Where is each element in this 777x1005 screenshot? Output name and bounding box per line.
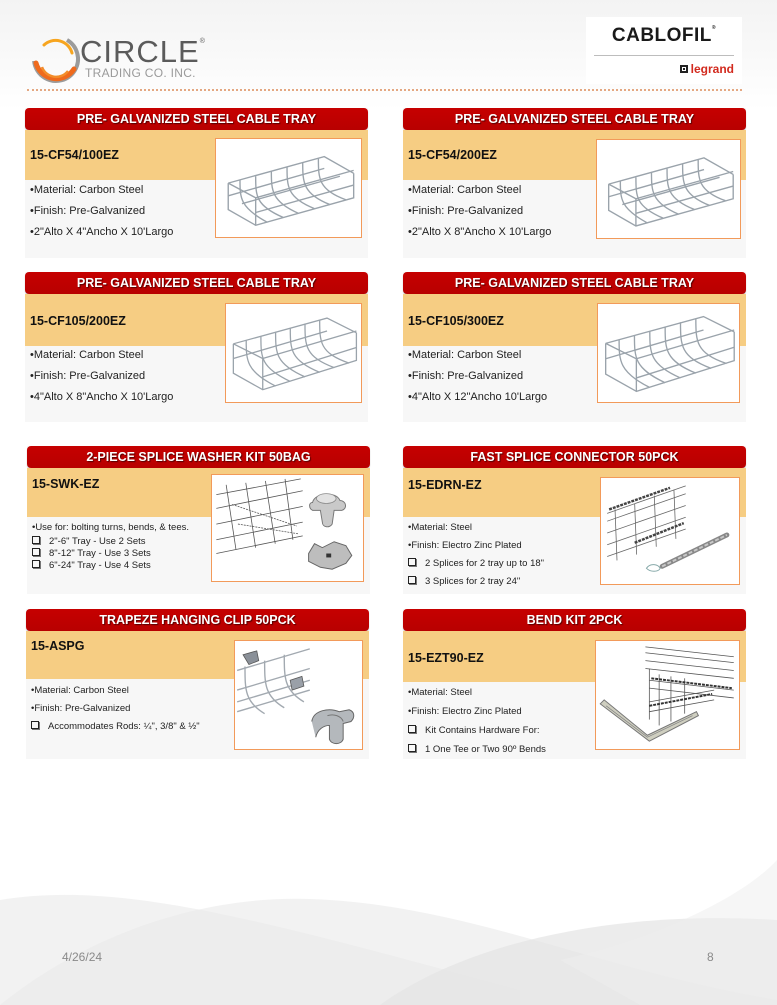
product-specs xyxy=(408,184,551,247)
product-title: 2-PIECE SPLICE WASHER KIT 50BAG xyxy=(27,446,370,468)
product-specs xyxy=(30,349,173,412)
spec-line: •Finish: Pre-Galvanized xyxy=(408,205,524,217)
product-card xyxy=(403,446,746,594)
product-code: 15-CF105/300EZ xyxy=(408,314,504,328)
legrand-square-icon xyxy=(680,65,688,73)
checkbox-bullet-icon xyxy=(408,558,416,566)
hanging-clip-icon xyxy=(235,641,362,749)
product-title: FAST SPLICE CONNECTOR 50PCK xyxy=(403,446,746,468)
product-code: 15-CF54/200EZ xyxy=(408,148,497,162)
spec-line: •Finish: Electro Zinc Plated xyxy=(408,540,522,551)
checkbox-bullet-icon xyxy=(408,725,416,733)
product-title: BEND KIT 2PCK xyxy=(403,609,746,631)
brand-divider xyxy=(594,55,734,56)
splice-washer-kit-image xyxy=(211,474,364,582)
spec-line: •Material: Steel xyxy=(408,687,473,698)
product-specs xyxy=(32,522,189,572)
fast-splice-icon xyxy=(601,478,739,584)
spec-line: •Material: Carbon Steel xyxy=(30,349,144,361)
spec-line: 3 Splices for 2 tray 24" xyxy=(408,576,544,594)
product-code: 15-ASPG xyxy=(31,639,85,653)
product-code: 15-EZT90-EZ xyxy=(408,651,484,665)
checkbox-bullet-icon xyxy=(31,721,39,729)
product-code: 15-CF105/200EZ xyxy=(30,314,126,328)
product-title: PRE- GALVANIZED STEEL CABLE TRAY xyxy=(25,108,368,130)
spec-line: •Material: Carbon Steel xyxy=(30,184,144,196)
wire-mesh-tray-icon xyxy=(226,304,361,402)
spec-line: 8"-12" Tray - Use 3 Sets xyxy=(32,548,189,560)
spec-line: •Use for: bolting turns, bends, & tees. xyxy=(32,522,189,533)
wire-mesh-tray-icon xyxy=(216,139,361,237)
spec-line: Kit Contains Hardware For: xyxy=(408,725,546,744)
product-card xyxy=(25,272,368,422)
spec-line: 6"-24" Tray - Use 4 Sets xyxy=(32,560,189,572)
product-card xyxy=(25,108,368,258)
footer-date: 4/26/24 xyxy=(62,950,103,964)
product-card xyxy=(403,609,746,759)
wire-mesh-tray-icon xyxy=(598,304,739,402)
cablofil-brand-logo xyxy=(586,17,742,84)
background-waves xyxy=(0,860,777,1005)
checkbox-bullet-icon xyxy=(32,536,40,544)
product-card xyxy=(26,609,369,759)
spec-line: •4"Alto X 8"Ancho X 10'Largo xyxy=(30,391,174,403)
cable-tray-image xyxy=(225,303,362,403)
spec-line: •Finish: Pre-Galvanized xyxy=(408,370,524,382)
product-card xyxy=(403,272,746,422)
bend-kit-image xyxy=(595,640,740,750)
product-title: PRE- GALVANIZED STEEL CABLE TRAY xyxy=(403,108,746,130)
product-specs xyxy=(408,687,546,763)
product-specs xyxy=(30,184,173,247)
wire-mesh-tray-icon xyxy=(597,140,740,238)
legrand-wordmark: legrand xyxy=(680,62,734,76)
cable-tray-image xyxy=(597,303,740,403)
bend-kit-icon xyxy=(596,641,739,749)
spec-line: •4"Alto X 12"Ancho 10'Largo xyxy=(408,391,548,403)
spec-line: •2"Alto X 8"Ancho X 10'Largo xyxy=(408,226,552,238)
spec-line: •Finish: Pre-Galvanized xyxy=(30,205,146,217)
cable-tray-image xyxy=(215,138,362,238)
product-title: PRE- GALVANIZED STEEL CABLE TRAY xyxy=(25,272,368,294)
spec-line: •Finish: Electro Zinc Plated xyxy=(408,706,522,717)
product-code: 15-EDRN-EZ xyxy=(408,478,482,492)
spec-line: •Finish: Pre-Galvanized xyxy=(31,703,131,714)
spec-line: •Material: Carbon Steel xyxy=(408,184,522,196)
trapeze-hanging-clip-image xyxy=(234,640,363,750)
spec-line: Accommodates Rods: ¼", 3/8" & ½" xyxy=(31,721,200,739)
product-card xyxy=(403,108,746,258)
checkbox-bullet-icon xyxy=(32,548,40,556)
company-name: CIRCLE® xyxy=(80,34,206,69)
product-specs xyxy=(408,349,547,412)
product-title: TRAPEZE HANGING CLIP 50PCK xyxy=(26,609,369,631)
spec-line: •Material: Carbon Steel xyxy=(31,685,129,696)
spec-line: •2"Alto X 4"Ancho X 10'Largo xyxy=(30,226,174,238)
company-subtitle: TRADING CO. INC. xyxy=(85,66,196,80)
checkbox-bullet-icon xyxy=(408,576,416,584)
spec-line: 1 One Tee or Two 90º Bends xyxy=(408,744,546,763)
product-card xyxy=(27,446,370,594)
header-divider xyxy=(27,89,742,91)
spec-line: 2"-6" Tray - Use 2 Sets xyxy=(32,536,189,548)
spec-line: •Finish: Pre-Galvanized xyxy=(30,370,146,382)
product-specs xyxy=(31,685,200,739)
spec-line: •Material: Steel xyxy=(408,522,473,533)
product-code: 15-SWK-EZ xyxy=(32,477,100,491)
splice-washer-icon xyxy=(212,475,363,581)
fast-splice-connector-image xyxy=(600,477,740,585)
cablofil-wordmark: CABLOFIL® xyxy=(611,25,717,46)
spec-line: •Material: Carbon Steel xyxy=(408,349,522,361)
checkbox-bullet-icon xyxy=(408,744,416,752)
product-code: 15-CF54/100EZ xyxy=(30,148,119,162)
spec-line: 2 Splices for 2 tray up to 18" xyxy=(408,558,544,576)
product-title: PRE- GALVANIZED STEEL CABLE TRAY xyxy=(403,272,746,294)
circle-logo-icon xyxy=(30,33,82,85)
checkbox-bullet-icon xyxy=(32,560,40,568)
page-number: 8 xyxy=(707,950,714,964)
cable-tray-image xyxy=(596,139,741,239)
product-specs xyxy=(408,522,544,594)
